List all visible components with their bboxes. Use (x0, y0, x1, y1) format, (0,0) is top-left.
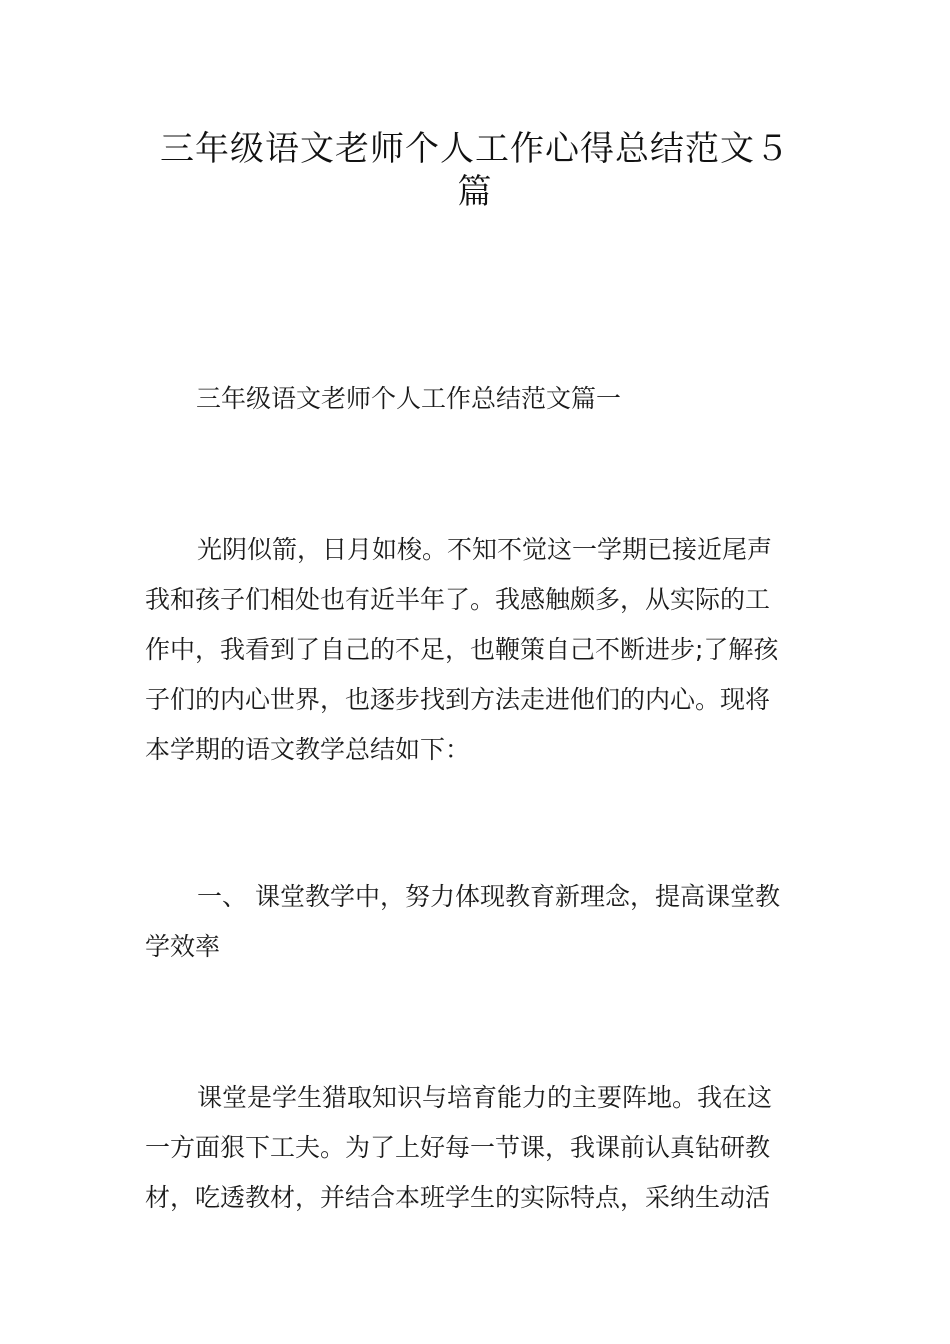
paragraph-line: 一、 课堂教学中，努力体现教育新理念，提高课堂教 (197, 882, 780, 911)
paragraph-line: 课堂是学生猎取知识与培育能力的主要阵地。我在这 (197, 1083, 773, 1112)
paragraph-section-one-heading (145, 872, 810, 972)
paragraph-intro (145, 525, 810, 775)
paragraph-line: 材，吃透教材，并结合本班学生的实际特点，采纳生动活 (145, 1183, 771, 1212)
section-heading: 三年级语文老师个人工作总结范文篇一 (196, 384, 622, 413)
paragraph-line: 本学期的语文教学总结如下： (145, 735, 471, 764)
title-line-1: 三年级语文老师个人工作心得总结范文５ (160, 129, 790, 169)
paragraph-line: 子们的内心世界，也逐步找到方法走进他们的内心。现将 (145, 685, 771, 714)
paragraph-classroom (145, 1073, 810, 1223)
paragraph-line: 光阴似箭，日月如梭。不知不觉这一学期已接近尾声 (197, 535, 773, 564)
document-title (120, 128, 830, 214)
paragraph-line: 一方面狠下工夫。为了上好每一节课，我课前认真钻研教 (145, 1133, 771, 1162)
paragraph-line: 学效率 (145, 932, 221, 961)
paragraph-line: 作中，我看到了自己的不足，也鞭策自己不断进步;了解孩 (145, 635, 779, 664)
title-line-2: 篇 (457, 172, 493, 212)
paragraph-line: 我和孩子们相处也有近半年了。我感触颇多，从实际的工 (145, 585, 771, 614)
